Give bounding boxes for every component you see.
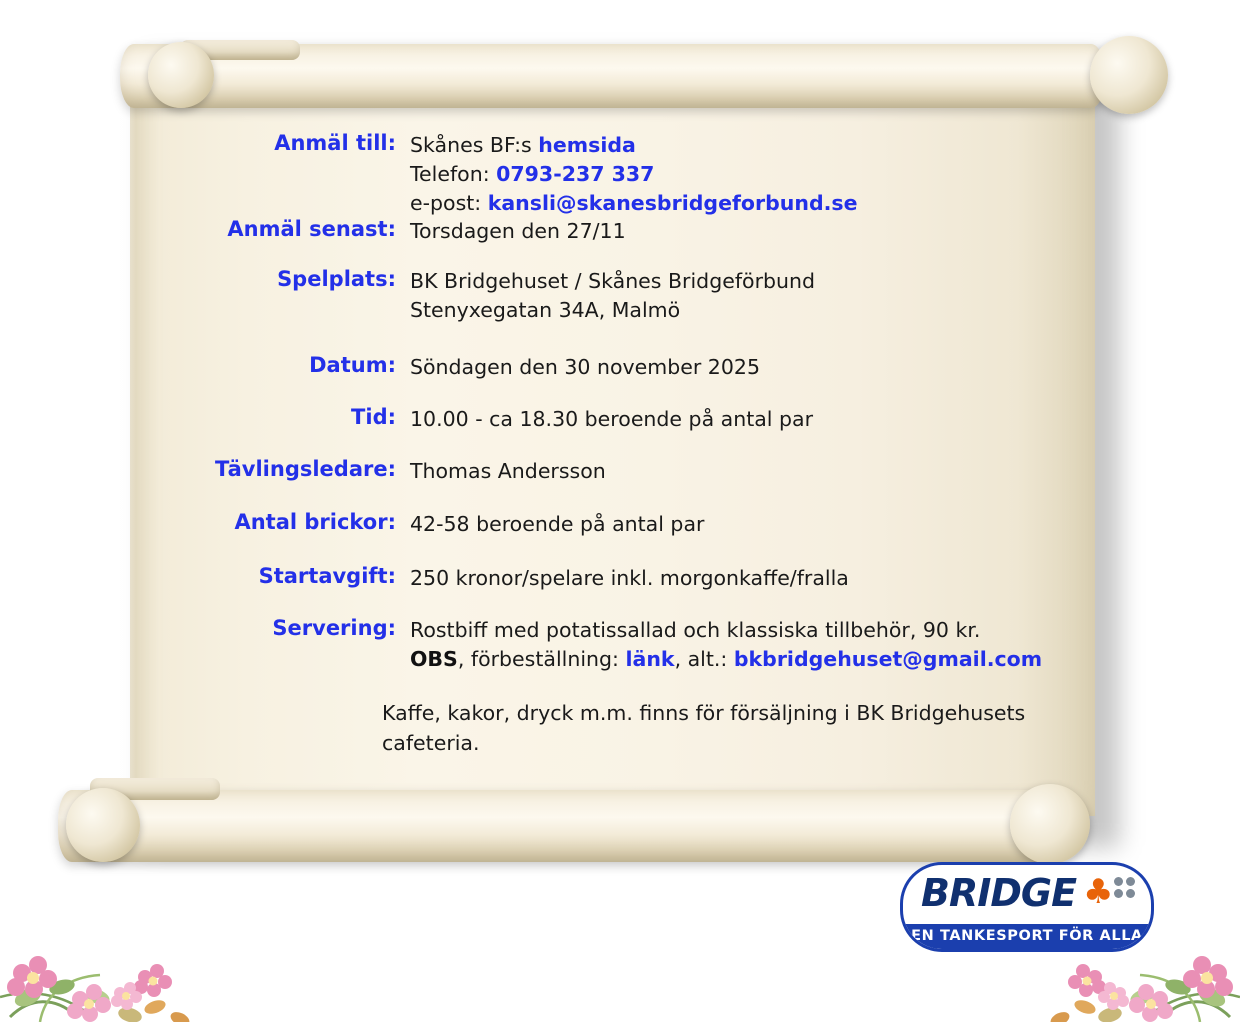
label-anmal-senast: Anmäl senast: [227,217,396,241]
value-anmal-senast: Torsdagen den 27/11 [410,219,626,243]
row-antal-brickor [130,510,1110,539]
phone-prefix-text: Telefon: [410,162,497,187]
row-servering [130,616,1110,674]
bridge-logo-subtitle: EN TANKESPORT FÖR ALLA [903,924,1151,949]
label-datum: Datum: [309,353,396,377]
label-spelplats: Spelplats: [277,267,396,291]
value-anmal-till-website [410,131,1110,160]
bridge-logo-title: BRIDGE [921,871,1077,915]
value-datum: Söndagen den 30 november 2025 [410,355,760,379]
label-tavlingsledare: Tävlingsledare: [214,457,396,481]
obs-text: OBS [410,647,458,672]
value-antal-brickor: 42-58 beroende på antal par [410,512,705,536]
value-servering-booking [410,645,1110,674]
row-startavgift [130,564,1110,593]
row-anmal-senast [130,217,1110,246]
email-prefix-text: e-post: [410,191,488,216]
booking-mid-text: , förbeställning: [457,647,626,672]
label-antal-brickor: Antal brickor: [234,510,396,534]
booking-email-link[interactable]: bkbridgehuset@gmail.com [733,647,1043,672]
row-tid [130,405,1110,434]
club-suit-icon [1083,872,1137,913]
row-tavlingsledare [130,457,1110,486]
bridge-logo [900,862,1154,952]
value-tavlingsledare: Thomas Andersson [410,459,606,483]
email-link[interactable]: kansli@skanesbridgeforbund.se [487,191,858,216]
website-prefix-text: Skånes BF:s [410,133,539,157]
row-datum [130,353,1110,382]
value-anmal-till-email [410,189,1110,218]
invitation-content [130,95,1130,775]
cafeteria-note: Kaffe, kakor, dryck m.m. finns för försäljning i BK Bridgehusets cafeteria. [382,701,1026,755]
label-tid: Tid: [351,405,396,429]
phone-number: 0793-237 337 [496,162,655,187]
value-spelplats-venue: BK Bridgehuset / Skånes Bridgeförbund [410,269,816,293]
label-anmal-till: Anmäl till: [274,131,396,155]
scroll-curl-bottom-right [1010,784,1090,864]
value-tid: 10.00 - ca 18.30 beroende på antal par [410,407,814,431]
label-startavgift: Startavgift: [258,564,396,588]
value-anmal-till-phone [410,160,1110,189]
scroll-curl-bottom-left [66,788,140,862]
value-spelplats-address: Stenyxegatan 34A, Malmö [410,298,681,323]
row-anmal-till [130,131,1110,218]
label-servering: Servering: [272,616,396,640]
club-glyph: ♣ [1083,872,1114,912]
value-startavgift: 250 kronor/spelare inkl. morgonkaffe/fralla [410,566,849,590]
booking-alt-text: , alt.: [674,647,734,672]
value-servering-food: Rostbiff med potatissallad och klassiska tillbehör, 90 kr. [410,618,981,642]
row-spelplats [130,267,1110,325]
scroll-bottom-roll [58,790,1058,862]
website-link[interactable]: hemsida [538,133,636,157]
booking-link[interactable]: länk [625,647,675,672]
